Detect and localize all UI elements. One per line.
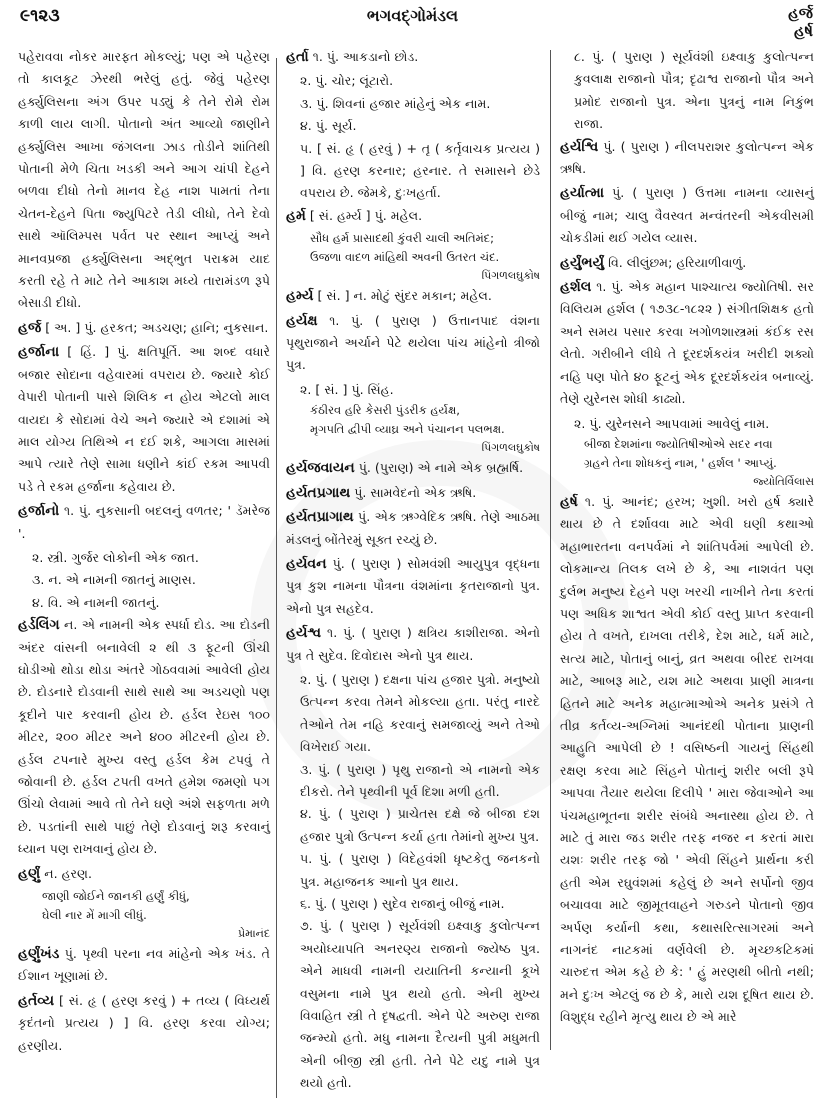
headword: હર્ડલિંગ [18, 617, 60, 634]
column-right [560, 46, 814, 1031]
dictionary-entry [18, 46, 270, 315]
dictionary-entry [560, 252, 814, 274]
dictionary-entry [18, 863, 270, 885]
guide-words [788, 4, 813, 40]
sense-entry: ૨. પું. યુરેનસને આપવામાં આવેલું નામ. [574, 415, 770, 431]
quote-line: જાણી જોઈને જાનકી હર્ણું કીધું, [42, 889, 190, 904]
dictionary-entry [18, 341, 270, 498]
sense-entry: ૨. પું. ( પુરાણ ) દક્ષના પાંચ હજાર પુત્રો. મનુષ્યો ઉત્પન્ન કરવા તેમને મોકલ્યા હતા. પરંતુ નારદે તેઓને તેમ નહિ કરવાનું સમજાવ્યું અને તેઓ વિખેરાઈ ગયા. [300, 671, 540, 755]
dictionary-entry [18, 317, 270, 339]
dictionary-entry [286, 310, 540, 377]
sense-entry: ૫. [ સં. હૃ ( હરવું ) + તૃ ( કર્તૃવાચક પ્રત્યય ) ] વિ. હરણ કરનાર; હરનાર. તે સમાસને છેડે વપરાય છે. જેમકે, દુઃખહર્તા. [300, 140, 540, 201]
dictionary-entry [560, 491, 814, 1029]
definition-text: પું. ( પુરાણ ) નીલપરાશર કુલોત્પન્ન એક ઋષિ. [560, 138, 814, 177]
citation-quote [18, 887, 270, 943]
definition-text: ૧. પું. ( પુરાણ ) ક્ષત્રિય કાશીરાજા. એનો પુત્ર તે સુદેવ. દિવોદાસ એનો પુત્ર થાય. [286, 625, 540, 663]
definition-text: [ સં. હૃ ( હરણ કરવું ) + તવ્ય ( વિધ્યર્થ કૃદંતનો પ્રત્યય ) ] વિ. હરણ કરવા યોગ્ય; હરણીય. [18, 992, 270, 1053]
headword: હર્યશ્વિ [560, 138, 599, 155]
headword: હર્જાનો [18, 503, 60, 520]
sense-entry: ૩. પું. શિવનાં હજાર માંહેનું એક નામ. [300, 95, 491, 111]
dictionary-entry [286, 46, 540, 68]
citation-source: પિંગળલઘુકોષ [481, 441, 540, 455]
citation-quote [286, 401, 540, 457]
definition-text: પું. ( પુરાણ ) સોમવંશી આયુપુત્ર વૃદ્ધના પુત્ર કુશ નામના પૌત્રના વંશમાંના કૃતરાજાનો પુત્ર. એનો પુત્ર સહદેવ. [286, 555, 540, 616]
dictionary-entry [286, 205, 540, 227]
headword: હર્તા [286, 49, 309, 65]
quote-line: મૃગપતિ દ્વીપી વ્યાઘ્ર અને પંચાનન પલભક્ષ. [310, 422, 505, 437]
sense-entry: ૮. પું. ( પુરાણ ) સૂર્યવંશી ઇક્ષ્વાકુ કુલોત્પન્ન કુવલાક્ષ રાજાનો પૌત્ર; દૃઢાશ્વ રાજાનો પૌત્ર અને પ્રમોદ રાજાનો પુત્ર. એના પુત્રનું નામ નિકુંભ રાજા. [574, 49, 814, 132]
sense-entry: ૪. પું. ( પુરાણ ) પ્રાચેતસ દક્ષે જે બીજા દશ હજાર પુત્રો ઉત્પન્ન કર્યા હતા તેમાંનો મુખ્ય પુત્ર. [300, 806, 540, 844]
quote-line: બીજા દેશમાંના જ્યોતિષીઓએ સદર નવા [584, 436, 773, 451]
headword: હર્શલ [560, 279, 592, 296]
column-left [18, 46, 270, 1059]
headword: હર્જાના [18, 344, 60, 361]
column-divider [276, 58, 277, 1098]
headword: હર્મ [286, 207, 306, 224]
definition-text: પું. ( પુરાણ ) ઉત્તમા નામના વ્યાસનું બીજું નામ; ચાલુ વૈવસ્વત મન્વંતરની એકવીસમી ચોકડીમાં થઈ ગયેલ વ્યાસ. [560, 185, 814, 246]
headword: હર્યવન [286, 555, 327, 572]
definition-text: પહેરાવવા નોકર મારફત મોકલ્યું; પણ એ પહેરણ તો કાલકૂટ ઝેરથી ભરેલું હતું. જેવું પહેરણ હર્ક્યુલિસના અંગ ઉપર પડ્યું કે તેને રોમે રોમ કાળી લાય લાગી. પોતાનો અંત આવ્યો જાણીને હર્ક્યુલિસ આખા જંગલના ઝાડ તોડીને શાંતિથી પોતાની મેળે ચિતા ખડકી અને આગ ચાંપી દેહને બળવા દીધો તેનો માનવ દેહ નાશ પામતાં તેના ચેતન-દેહને પિતા જ્યુપિટરે તેડી લીધો, તેને દેવો સાથે ઑલિમ્પસ પર્વત પર સ્થાન આપ્યું અને માનવપ્રજા હર્ક્યુલિસના અદ્ભુત પરાક્રમ યાદ કરતી રહે તે માટે તેને આકાશ મધ્યે તારામંડળ રૂપે બેસાડી દીધો. [18, 49, 270, 311]
headword: હર્યજવાયન [286, 460, 355, 477]
sense-entry: ૩. ન. એ નામની જાતનું માણસ. [32, 572, 196, 588]
guide-word-first: હર્જ [788, 4, 813, 22]
dictionary-entry [286, 457, 540, 479]
headword: હર્યતપ્રાગાથ [286, 509, 354, 526]
definition-text: વિ. લીલુંછમ; હરિયાળીવાળું. [608, 254, 747, 270]
definition-text: પું. એક ઋગ્વેદિક ઋષિ. તેણે આઠમા મંડલનું બોંતેરમું સૂક્ત રચ્યું છે. [286, 509, 540, 547]
definition-text: ૧. પું. ( પુરાણ ) ઉત્તાનપાદ વંશના પૃથુરાજાને અર્ચાને પેટે થયેલા પાંચ માંહેનો ત્રીજો પુત્ર. [286, 312, 540, 373]
definition-text: પું. સામવેદનો એક ઋષિ. [354, 484, 477, 500]
definition-text: ૧. પું. નુકસાની બદલનું વળતર; ' ડૅમરેજ '. [18, 503, 270, 541]
definition-text: ૧. પું. આકડાનો છોડ. [312, 49, 419, 64]
dictionary-entry [560, 276, 814, 410]
citation-quote [286, 229, 540, 285]
quote-line: ઉજળા વાદળ માંહિથી અવની ઉતરત ચંદ. [310, 250, 500, 265]
guide-word-last: હર્ષ [793, 22, 813, 40]
citation-quote [560, 435, 814, 491]
sense-entry: ૨. સ્ત્રી. ગુર્જર લોકોની એક જાત. [32, 549, 199, 565]
dictionary-entry [18, 943, 270, 988]
quote-line: ઘેલી નાર મેં માગી લીધું. [42, 908, 147, 923]
column-divider [550, 50, 551, 1050]
headword: હર્યક્ષ [286, 312, 318, 329]
running-title: ભગવદ્ગોમંડલ [366, 6, 459, 25]
headword: હર્મ્ય [286, 288, 314, 305]
definition-text: પું. પૃથ્વી પરના નવ માંહેનો એક ખંડ. તે ઈશાન ખૂણામાં છે. [18, 946, 270, 984]
dictionary-entry [560, 182, 814, 249]
definition-text: [ હિં. ] પું. ક્ષતિપૂર્તિ. આ શબ્દ વધારે બજાર સોદાના વહેવારમાં વપરાય છે. જ્યારે કોઈ વેપારી પોતાની પાસે શિલિક ન હોય એટલો માલ વાયદા કે સોદામાં વેચે અને જ્યારે એ દશામાં એ માલ યોગ્ય તિથિએ ન દઈ શકે, આગલા માસમાં આપે ત્યારે તેણે સામા ધણીને કાંઈ રકમ આપવી પડે તે રકમ હર્જાના કહેવાય છે. [18, 344, 270, 494]
sense-entry: ૬. પું. ( પુરાણ ) સુદેવ રાજાનું બીજું નામ. [300, 896, 505, 911]
headword: હર્યશ્વ [286, 625, 322, 642]
citation-source: જ્યોતિર્વિલાસ [753, 474, 814, 488]
sense-entry: ૨. પું. ચોર; લૂંટારો. [300, 73, 394, 89]
sense-entry: ૫. પું. ( પુરાણ ) વિદેહવંશી ધૃષ્ટકેતુ જનકનો પુત્ર. મહાજનક આનો પુત્ર થાય. [300, 851, 540, 889]
dictionary-entry [18, 614, 270, 860]
headword: હર્જ [18, 319, 42, 336]
headword: હર્યાત્મા [560, 185, 605, 202]
column-middle [286, 46, 540, 1095]
quote-line: કંઠીરવ હરિ કેસરી પુંડરીક હર્યક્ષ, [310, 403, 460, 418]
definition-text: [ સં. હર્મ્ય ] પું. મહેલ. [309, 207, 423, 223]
page-header [0, 0, 825, 40]
citation-source: પ્રેમાનંદ [238, 927, 270, 941]
sense-entry: ૩. પું. ( પુરાણ ) પૃથુ રાજાનો એ નામનો એક દીકરો. તેને પૃથ્વીની પૂર્વ દિશા મળી હતી. [300, 761, 540, 799]
sense-entry: ૭. પું. ( પુરાણ ) સૂર્યવંશી ઇક્ષ્વાકુ કુલોત્પન્ન અયોધ્યાપતિ અનરણ્ય રાજાનો જ્યેષ્ઠ પુત્ર. એને માધવી નામની યયાતિની કન્યાની કૂખે વસુમના નામે પુત્ર થયો હતો. એની મુખ્ય વિવાહિત સ્ત્રી તે દૃષદ્વતી. એને પેટે અરુણ રાજા જન્મ્યો હતો. મધુ નામના દૈત્યની પુત્રી મધુમતી એની બીજી સ્ત્રી હતી. તેને પેટે યદુ નામે પુત્ર થયો હતો. [300, 918, 540, 1091]
definition-text: [ અ. ] પું. હરકત; અડચણ; હાનિ; નુકસાન. [45, 319, 269, 335]
dictionary-entry [286, 482, 540, 504]
sense-entry: ૪. પું. સૂર્ય. [300, 118, 357, 134]
definition-text: પું. (પુરાણ) એ નામે એક બ્રહ્મર્ષિ. [358, 460, 524, 476]
dictionary-entry [18, 500, 270, 545]
definition-text: ૧. પું. એક મહાન પાશ્ચાત્ય જ્યોતિષી. સર વિલિયમ હર્શલ ( ૧૭૩૮-૧૮૨૨ ) સંગીતશિક્ષક હતો અને સમય પસાર કરવા ખગોળશાસ્ત્રમાં કંઈક રસ લેતો. ગરીબીને લીધે તે દૂરદર્શકયંત્ર ખરીદી શક્યો નહિ પણ પોતે ૪૦ ફૂટનું એક દૂરદર્શકયંત્ર બનાવ્યું. તેણે યુરેનસ શોધી કાઢ્યો. [560, 279, 814, 407]
citation-source: પિંગળલઘુકોષ [481, 269, 540, 283]
headword: હર્ષ [560, 493, 578, 510]
headword: હર્તવ્ય [18, 992, 55, 1009]
page-number: ૯૧૨૩ [20, 6, 60, 26]
headword: હર્યુંભર્યું [560, 254, 605, 271]
definition-text: ન. એ નામની એક સ્પર્ધા દોડ. આ દોડની અંદર વાંસની બનાવેલી ૨ થી ૩ ફૂટની ઊંચી ઘોડીઓ થોડા થોડા અંતરે ગોઠવવામાં આવેલી હોય છે. દોડનારે દોડવાની સાથે સાથે આ અડચણો પણ કૂદીને પાર કરવાની હોય છે. હર્ડલ રેઇસ ૧૦૦ મીટર, ૨૦૦ મીટર અને ૪૦૦ મીટરની હોય છે. હર્ડલ ટપનારે મુખ્ય વસ્તુ હર્ડલ કેમ ટપવું તે જોવાની છે. હર્ડલ ટપતી વખતે હમેશ જમણો પગ ઊંચો લેવામાં આવે તો તેને ઘણે અંશે સફળતા મળે છે. પડતાંની સાથે પાછું તેણે દોડવાનું શરૂ કરવાનું ધ્યાન પણ રાખવાનું હોય છે. [18, 617, 270, 857]
quote-line: સૌધ હર્મ પ્રાસાદથી કુંવરી ચાલી અતિમંદ; [310, 231, 494, 246]
dictionary-entry [286, 622, 540, 667]
sense-entry: ૪. વિ. એ નામની જાતનું. [32, 594, 160, 610]
headword: હર્યતપ્રગાથ [286, 484, 351, 501]
definition-text: [ સં. ] ન. મોટું સુંદર મકાન; મહેલ. [317, 288, 492, 304]
dictionary-entry [286, 506, 540, 551]
headword: હર્ણું [18, 865, 41, 882]
definition-text: ન. હરણ. [44, 865, 93, 881]
definition-text: ૧. પું. આનંદ; હરખ; ખુશી. ખરો હર્ષ ક્યારે થાય છે તે દર્શાવવા માટે એવી ઘણી કથાઓ મહાભારતના વનપર્વમાં ને શાંતિપર્વમાં આપેલી છે. લોકમાન્ય તિલક લખે છે કે, આ નાશવંત પણ દુર્લભ મનુષ્ય દેહને પણ ખરચી નાખીને તેના કરતાં પણ અધિક શાશ્વત એવી કોઈ વસ્તુ પ્રાપ્ત કરવાની હોય તે વખતે, દાખલા તરીકે, દેશ માટે, ધર્મ માટે, સત્ય માટે, પોતાનું બાનું, વ્રત અથવા બીરદ રાખવા માટે, આબરૂ માટે, યશ માટે અથવા પ્રાણી માત્રના હિતને માટે અનેક મહાત્માઓએ અનેક પ્રસંગે તે તીવ્ર કર્તવ્ય-અગ્નિમાં આનંદથી પોતાના પ્રાણની આહુતિ આપેલી છે ! વસિષ્ઠની ગાયનું સિંહથી રક્ષણ કરવા માટે સિંહને પોતાનું શરીર બલી રૂપે આપવા તૈયાર થયેલા દિલીપે ' મારા જેવાઓને આ પંચમહાભૂતના શરીર સંબંધે અનાસ્થા હોય છે. તે માટે તું મારા જડ શરીર તરફ નજર ન કરતાં મારા યશઃ શરીર તરફ જો ' એવી સિંહને પ્રાર્થના કરી હતી એમ રઘુવંશમાં કહેલું છે અને સર્પોનો જીવ બચાવવા માટે જીમૂતવાહને ગરુડને પોતાનો જીવ અર્પણ કર્યાની કથા, કથાસરિત્સાગરમાં અને નાગનંદ નાટકમાં વર્ણવેલી છે. મૃચ્છકટિકમાં ચારુદત્ત એમ કહે છે કે: ' હું મરણથી બીતો નથી; મને દુઃખ એટલું જ છે કે, મારો યશ દૂષિત થાય છે. વિશુદ્ધ રહીને મૃત્યુ થાય છે એ મારે [560, 493, 814, 1025]
headword: હર્ણુંખંડ [18, 946, 60, 963]
quote-line: ગ્રહને તેના શોધકનું નામ, ' હર્શલ ' આપ્યું. [584, 455, 777, 470]
dictionary-entry [286, 285, 540, 307]
sense-entry: ૨. [ સં. ] પું. સિંહ. [300, 381, 394, 397]
dictionary-entry [286, 553, 540, 620]
dictionary-entry [560, 136, 814, 181]
dictionary-entry [18, 990, 270, 1057]
